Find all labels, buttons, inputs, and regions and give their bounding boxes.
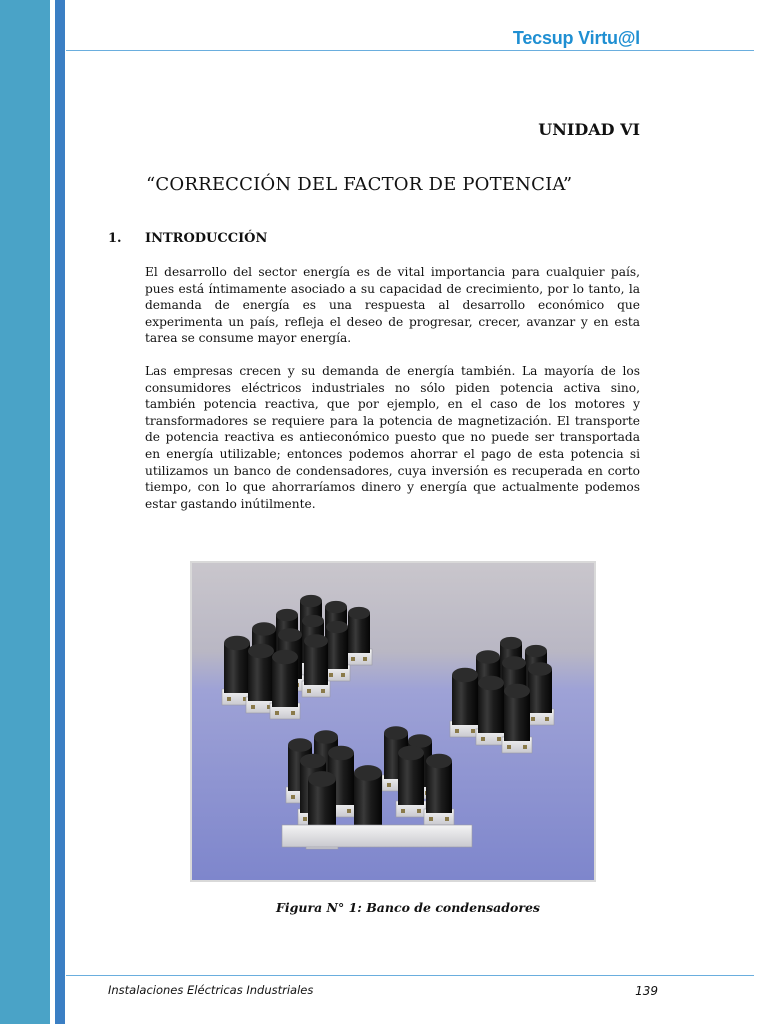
capacitor-top <box>328 746 354 761</box>
capacitor-terminal <box>251 705 255 709</box>
capacitor-top <box>426 754 452 769</box>
brand-logo: Tecsup Virtu@l <box>512 28 640 48</box>
capacitor-cylinder <box>224 643 250 693</box>
capacitor-terminal <box>329 673 333 677</box>
capacitor-top <box>326 621 348 633</box>
capacitor-top <box>252 622 276 635</box>
capacitor-cylinder <box>478 683 504 733</box>
capacitor-top <box>408 734 432 747</box>
capacitor-top <box>528 662 552 675</box>
capacitor-terminal <box>497 737 501 741</box>
capacitor-terminal <box>363 657 367 661</box>
capacitor-top <box>248 644 274 659</box>
capacitor-terminal <box>445 817 449 821</box>
header-divider <box>66 50 754 51</box>
capacitor-top <box>476 650 500 663</box>
capacitor-terminal <box>275 711 279 715</box>
capacitor-terminal <box>387 783 391 787</box>
capacitor-top <box>276 609 298 621</box>
capacitor-terminal <box>227 697 231 701</box>
capacitor-top <box>308 771 336 787</box>
capacitor-terminal <box>531 717 535 721</box>
capacitor-top <box>478 676 504 691</box>
side-accent-bar <box>0 0 50 1024</box>
capacitor-top <box>272 650 298 665</box>
capacitor-terminal <box>507 745 511 749</box>
capacitor-terminal <box>401 809 405 813</box>
figure-caption: Figura N° 1: Banco de condensadores <box>276 900 540 915</box>
capacitor-cylinder <box>426 761 452 813</box>
capacitor-top <box>278 628 302 641</box>
footer-course-name: Instalaciones Eléctricas Industriales <box>108 983 314 997</box>
capacitor-cylinder <box>248 651 274 701</box>
capacitor-top <box>325 601 347 613</box>
capacitor-terminal <box>523 745 527 749</box>
capacitor-top <box>314 730 338 743</box>
capacitor-top <box>304 634 328 647</box>
capacitor-top <box>300 754 326 769</box>
page-number: 139 <box>635 984 658 998</box>
capacitor-terminal <box>303 817 307 821</box>
capacitor-terminal <box>291 711 295 715</box>
capacitor-terminal <box>351 657 355 661</box>
capacitor-top <box>348 607 370 619</box>
footer-divider <box>66 975 754 976</box>
unit-heading: UNIDAD VI <box>538 120 640 139</box>
page-title: “CORRECCIÓN DEL FACTOR DE POTENCIA” <box>146 174 573 195</box>
capacitor-top <box>502 656 526 669</box>
paragraph-1: El desarrollo del sector energía es de vital importancia para cualquier país, pues está íntimamente asociado a su capacidad de crecimiento, por lo tanto, la demanda de energía es una respuesta al desarrollo económico que experimenta un país, refleja el deseo de progresar, crecer, avanzar y en esta tarea se consume mayor energía. <box>145 265 640 346</box>
capacitor-cylinder <box>398 753 424 805</box>
capacitor-terminal <box>347 809 351 813</box>
capacitor-top <box>302 615 324 627</box>
capacitor-top <box>300 595 322 607</box>
capacitor-terminal <box>307 689 311 693</box>
capacitor-terminal <box>545 717 549 721</box>
capacitor-terminal <box>417 809 421 813</box>
capacitor-terminal <box>471 729 475 733</box>
paragraph-2: Las empresas crecen y su demanda de energía también. La mayoría de los consumidores eléctricos industriales no sólo piden potencia activa sino, también potencia reactiva, que por ejemplo, en el caso de los motores y transformadores se requiere para la potencia de magnetización. El transporte de potencia reactiva es antieconómico puesto que no puede ser transportada en energía utilizable; entonces podemos ahorrar el pago de esta potencia si utilizamos un banco de condensadores, cuya inversión es recuperada en corto tiempo, con lo que ahorraríamos dinero y energía que actualmente podemos estar gastando inútilmente. <box>145 364 640 511</box>
capacitor-bank-illustration <box>192 563 594 880</box>
capacitor-top <box>504 684 530 699</box>
capacitor-top <box>224 636 250 651</box>
capacitor-cylinder <box>504 691 530 741</box>
capacitor-cylinder <box>354 773 382 831</box>
capacitor-top <box>288 738 312 751</box>
capacitor-top <box>500 637 522 649</box>
capacitor-top <box>452 668 478 683</box>
capacitor-terminal <box>341 673 345 677</box>
capacitor-top <box>354 765 382 781</box>
capacitor-terminal <box>481 737 485 741</box>
capacitor-top <box>398 746 424 761</box>
capacitor-terminal <box>291 795 295 799</box>
capacitor-terminal <box>321 689 325 693</box>
capacitor-cylinder <box>326 627 348 669</box>
capacitor-cylinder <box>452 675 478 725</box>
capacitor-top <box>384 726 408 739</box>
front-bank-rail <box>282 825 472 847</box>
capacitor-terminal <box>455 729 459 733</box>
side-accent-line <box>55 0 65 1024</box>
capacitor-terminal <box>429 817 433 821</box>
capacitor-cylinder <box>272 657 298 707</box>
figure-capacitor-bank-photo <box>190 561 596 882</box>
section-number: 1. <box>108 231 122 246</box>
capacitor-top <box>525 645 547 657</box>
section-title: INTRODUCCIÓN <box>145 231 268 246</box>
